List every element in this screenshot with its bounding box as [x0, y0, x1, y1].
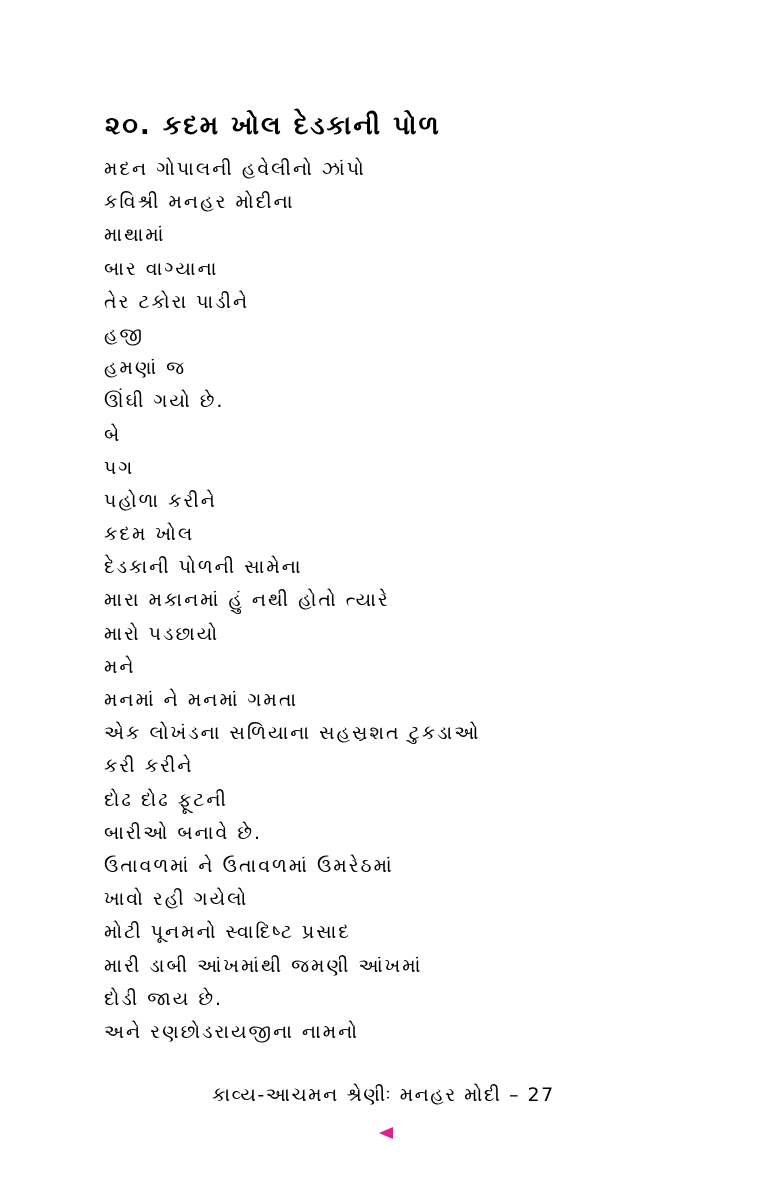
- poem-title: ૨૦. કદમ ખોલ દેડકાની પોળ: [105, 111, 441, 141]
- poem-line: તેર ટકોરા પાડીને: [104, 290, 250, 313]
- poem-line: ખાવો રહી ગયેલો: [104, 888, 249, 911]
- poem-line: કરી કરીને: [104, 755, 194, 778]
- poem-line: બારીઓ બનાવે છે.: [104, 821, 263, 844]
- poem-line: પગ: [104, 456, 135, 479]
- poem-line: પહોળા કરીને: [104, 489, 217, 512]
- poem-line: બે: [104, 423, 122, 446]
- page-footer: કાવ્ય-આચમન શ્રેણીઃ મનહર મોદી – 27: [212, 1084, 555, 1106]
- poem-line: અને રણછોડરાયજીના નામનો: [104, 1020, 360, 1043]
- poem-line: બાર વાગ્યાના: [104, 257, 219, 280]
- poem-line: મારી ડાબી આંખમાંથી જમણી આંખમાં: [104, 954, 423, 977]
- poem-body: [104, 153, 480, 1049]
- poem-line: ઊંઘી ગયો છે.: [104, 390, 225, 413]
- poem-line: હજી: [104, 323, 145, 346]
- poem-line: મારા મકાનમાં હું નથી હોતો ત્યારે: [104, 589, 390, 612]
- poem-line: દોઢ દોઢ ફૂટની: [104, 788, 228, 811]
- poem-line: મદન ગોપાલની હવેલીનો ઝાંપો: [104, 158, 366, 180]
- poem-line: માથામાં: [104, 224, 166, 247]
- poem-line: એક લોખંડના સળિયાના સહસ્રશત ટુકડાઓ: [104, 722, 481, 745]
- poem-line: મને: [104, 655, 136, 678]
- poem-line: મનમાં ને મનમાં ગમતા: [104, 689, 299, 711]
- poem-line: હમણાં જ: [104, 357, 187, 380]
- poem-line: ઉતાવળમાં ને ઉતાવળમાં ઉમરેઠમાં: [104, 854, 394, 877]
- poem-line: દોડી જાય છે.: [104, 987, 224, 1010]
- poem-line: દેડકાની પોળની સામેના: [104, 556, 303, 579]
- poem-line: મારો પડછાયો: [104, 622, 220, 645]
- previous-page-arrow-icon[interactable]: [379, 1127, 393, 1139]
- poem-line: મોટી પૂનમનો સ્વાદિષ્ટ પ્રસાદ: [104, 921, 351, 944]
- poem-line: કદમ ખોલ: [104, 523, 195, 546]
- poem-line: કવિશ્રી મનહર મોદીના: [104, 191, 295, 214]
